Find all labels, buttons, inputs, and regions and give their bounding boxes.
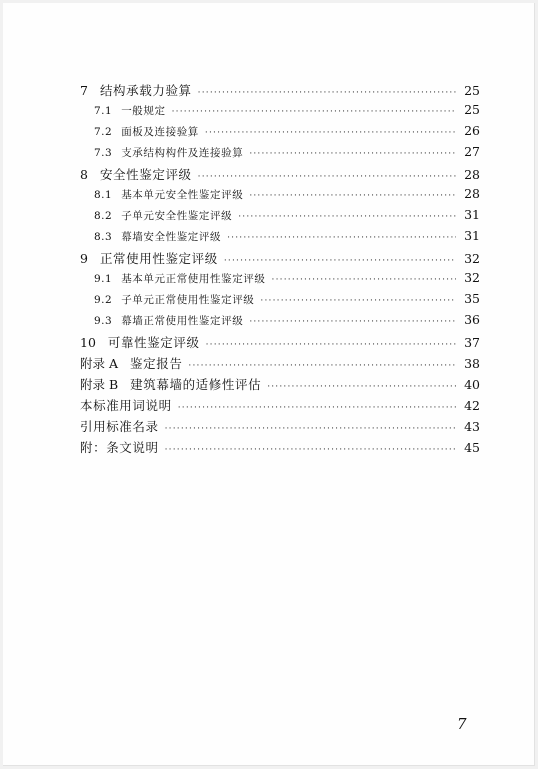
toc-entry-number: 8.1 (94, 189, 113, 201)
toc-entry-title: 基本单元安全性鉴定评级 (121, 189, 244, 201)
toc-entry (80, 417, 480, 438)
toc-entry (80, 165, 480, 186)
toc-entry (80, 291, 480, 312)
toc-entry-page: 42 (464, 398, 480, 413)
toc-entry (80, 354, 480, 375)
dot-leader (172, 107, 456, 117)
dot-leader (227, 233, 456, 243)
toc-entry-number: 附录 A (80, 356, 119, 371)
toc-entry-page: 28 (464, 186, 480, 201)
dot-leader (188, 361, 456, 371)
toc-entry-number: 7.3 (94, 147, 113, 159)
toc-entry-title: 支承结构构件及连接验算 (121, 147, 244, 159)
toc-entry-title: 引用标准名录 (80, 419, 159, 434)
toc-entry-page: 32 (464, 270, 480, 285)
toc-entry (80, 186, 480, 207)
toc-entry (80, 312, 480, 333)
toc-entry-title: 面板及连接验算 (121, 126, 199, 138)
toc-entry (80, 375, 480, 396)
dot-leader (249, 191, 456, 201)
toc-entry-page: 27 (464, 144, 480, 159)
toc-entry-number: 8.3 (94, 231, 113, 243)
toc-entry-number: 9.2 (94, 294, 113, 306)
toc-entry-page: 25 (464, 83, 480, 98)
toc-entry-title: 可靠性鉴定评级 (107, 335, 200, 350)
toc-entry-title: 鉴定报告 (130, 356, 183, 371)
toc-entry-number: 9 (80, 251, 88, 266)
toc-entry-page: 36 (464, 312, 480, 327)
toc-entry-page: 25 (464, 102, 480, 117)
toc-entry (80, 228, 480, 249)
toc-entry (80, 144, 480, 165)
toc-entry (80, 207, 480, 228)
dot-leader (206, 340, 456, 350)
toc-entry-page: 31 (464, 228, 480, 243)
toc-entry (80, 81, 480, 102)
toc-entry-title: 正常使用性鉴定评级 (99, 251, 218, 266)
toc-entry (80, 438, 480, 459)
toc-entry-number: 附录 B (80, 377, 119, 392)
dot-leader (249, 149, 456, 159)
toc-entry-number: 7.2 (94, 126, 113, 138)
toc-entry-number: 7 (80, 83, 88, 98)
toc-entry-number: 9.1 (94, 273, 113, 285)
dot-leader (260, 296, 456, 306)
toc-entry-title: 建筑幕墙的适修性评估 (130, 377, 262, 392)
toc-entry-page: 35 (464, 291, 480, 306)
toc-entry-page: 28 (464, 167, 480, 182)
toc-entry-page: 31 (464, 207, 480, 222)
toc-entry-page: 45 (464, 440, 480, 455)
toc-entry-title: 子单元正常使用性鉴定评级 (121, 294, 255, 306)
toc-entry-number: 7.1 (94, 105, 113, 117)
toc-entry-title: 结构承载力验算 (99, 83, 192, 98)
toc-entry (80, 249, 480, 270)
toc-entry-page: 38 (464, 356, 480, 371)
toc-entry-page: 37 (464, 335, 480, 350)
dot-leader (165, 445, 456, 455)
toc-entry-title: 幕墙正常使用性鉴定评级 (121, 315, 244, 327)
table-of-contents (80, 81, 480, 459)
dot-leader (272, 275, 456, 285)
dot-leader (178, 403, 456, 413)
dot-leader (267, 382, 456, 392)
toc-entry-number: 8.2 (94, 210, 113, 222)
toc-entry-number: 10 (80, 335, 96, 350)
toc-entry-page: 40 (464, 377, 480, 392)
toc-entry-page: 43 (464, 419, 480, 434)
document-page (3, 3, 535, 766)
dot-leader (249, 317, 456, 327)
page-number: 7 (457, 715, 467, 733)
toc-entry-title: 附：条文说明 (80, 440, 159, 455)
toc-entry-number: 8 (80, 167, 88, 182)
dot-leader (238, 212, 456, 222)
toc-entry-title: 幕墙安全性鉴定评级 (121, 231, 222, 243)
toc-entry-title: 本标准用词说明 (80, 398, 172, 413)
dot-leader (205, 128, 456, 138)
toc-entry-title: 子单元安全性鉴定评级 (121, 210, 233, 222)
toc-entry-number: 9.3 (94, 315, 113, 327)
toc-entry-title: 安全性鉴定评级 (99, 167, 192, 182)
toc-entry (80, 123, 480, 144)
toc-entry (80, 396, 480, 417)
toc-entry-page: 32 (464, 251, 480, 266)
toc-entry (80, 333, 480, 354)
dot-leader (165, 424, 456, 434)
toc-entry-page: 26 (464, 123, 480, 138)
dot-leader (198, 172, 456, 182)
dot-leader (198, 88, 456, 98)
toc-entry-title: 基本单元正常使用性鉴定评级 (121, 273, 266, 285)
dot-leader (224, 256, 456, 266)
toc-entry (80, 270, 480, 291)
toc-entry (80, 102, 480, 123)
toc-entry-title: 一般规定 (121, 105, 166, 117)
